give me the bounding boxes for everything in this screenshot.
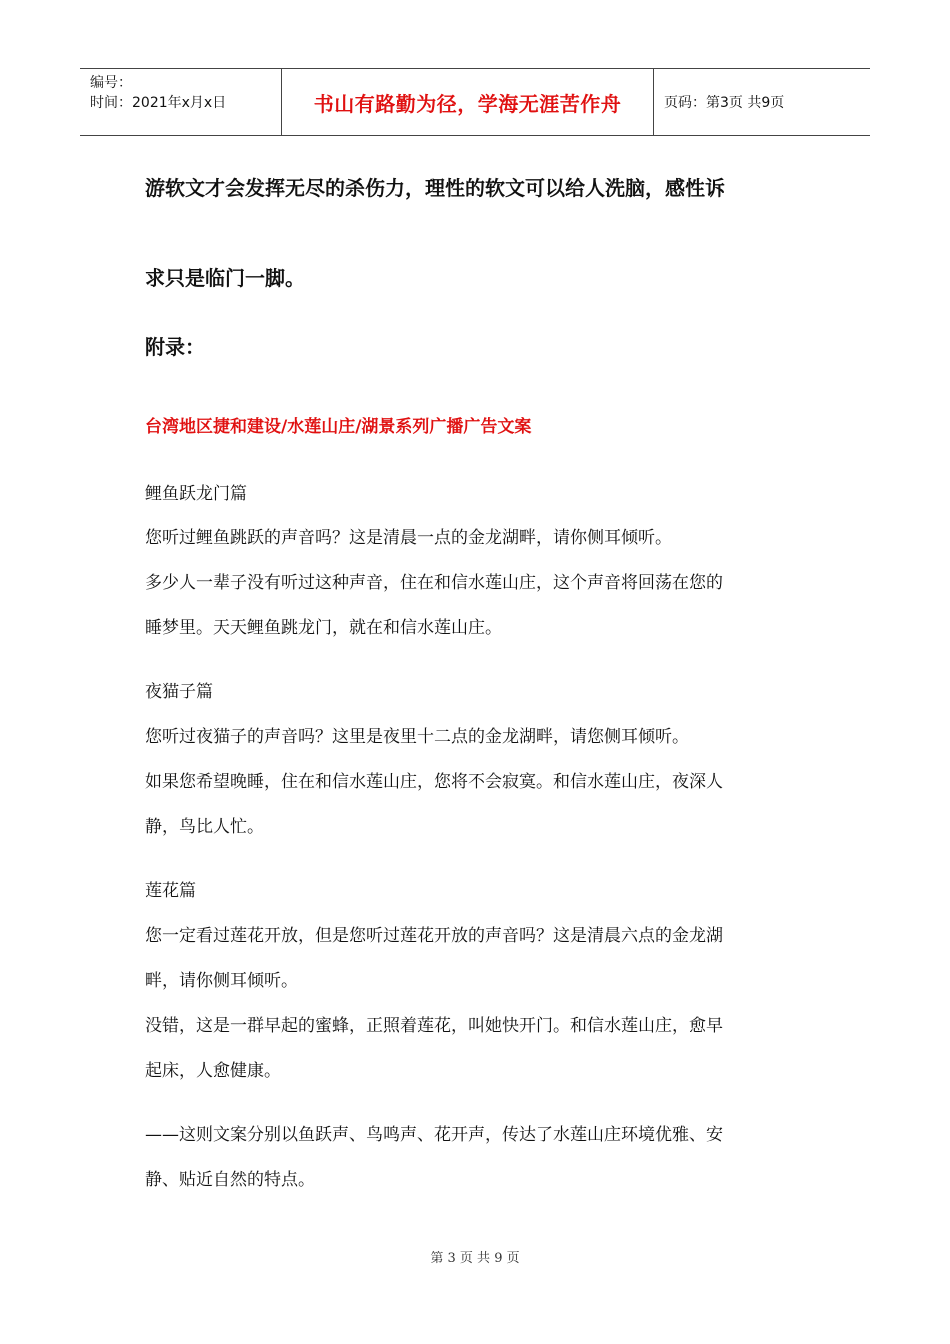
section-paragraph-line: 起床，人愈健康。 xyxy=(145,1061,281,1081)
section-paragraph-line: 如果您希望晚睡，住在和信水莲山庄，您将不会寂寞。和信水莲山庄，夜深人 xyxy=(145,772,723,792)
section-paragraph-line: 您一定看过莲花开放，但是您听过莲花开放的声音吗？这是清晨六点的金龙湖 xyxy=(145,926,723,946)
section-paragraph-line: 畔，请你侧耳倾听。 xyxy=(145,971,298,991)
header-page-number: 页码：第3页 共9页 xyxy=(664,95,785,111)
section-title: 夜猫子篇 xyxy=(145,682,213,702)
intro-line-1: 游软文才会发挥无尽的杀伤力，理性的软文可以给人洗脑，感性诉 xyxy=(145,176,725,200)
ad-series-title: 台湾地区捷和建设/水莲山庄/湖景系列广播广告文案 xyxy=(145,417,532,437)
page-footer: 第 3 页 共 9 页 xyxy=(430,1251,520,1266)
section-title: 莲花篇 xyxy=(145,881,196,901)
header-motto: 书山有路勤为径，学海无涯苦作舟 xyxy=(282,69,654,135)
section-paragraph-line: 您听过夜猫子的声音吗？这里是夜里十二点的金龙湖畔，请您侧耳倾听。 xyxy=(145,727,689,747)
section-title: 鲤鱼跃龙门篇 xyxy=(145,484,247,504)
closing-line: 静、贴近自然的特点。 xyxy=(145,1170,315,1190)
appendix-heading: 附录： xyxy=(145,335,205,359)
header-meta xyxy=(80,69,282,135)
document-number: 编号： xyxy=(90,75,132,91)
document-time: 时间：2021年x月x日 xyxy=(90,95,227,111)
section-paragraph-line: 您听过鲤鱼跳跃的声音吗？这是清晨一点的金龙湖畔，请你侧耳倾听。 xyxy=(145,528,672,548)
section-paragraph-line: 静，鸟比人忙。 xyxy=(145,817,264,837)
section-paragraph-line: 没错，这是一群早起的蜜蜂，正照着莲花，叫她快开门。和信水莲山庄，愈早 xyxy=(145,1016,723,1036)
closing-line: ——这则文案分别以鱼跃声、鸟鸣声、花开声，传达了水莲山庄环境优雅、安 xyxy=(145,1125,723,1145)
section-paragraph-line: 睡梦里。天天鲤鱼跳龙门，就在和信水莲山庄。 xyxy=(145,618,502,638)
intro-line-2: 求只是临门一脚。 xyxy=(145,266,305,290)
section-paragraph-line: 多少人一辈子没有听过这种声音，住在和信水莲山庄，这个声音将回荡在您的 xyxy=(145,573,723,593)
page-header xyxy=(80,68,870,136)
